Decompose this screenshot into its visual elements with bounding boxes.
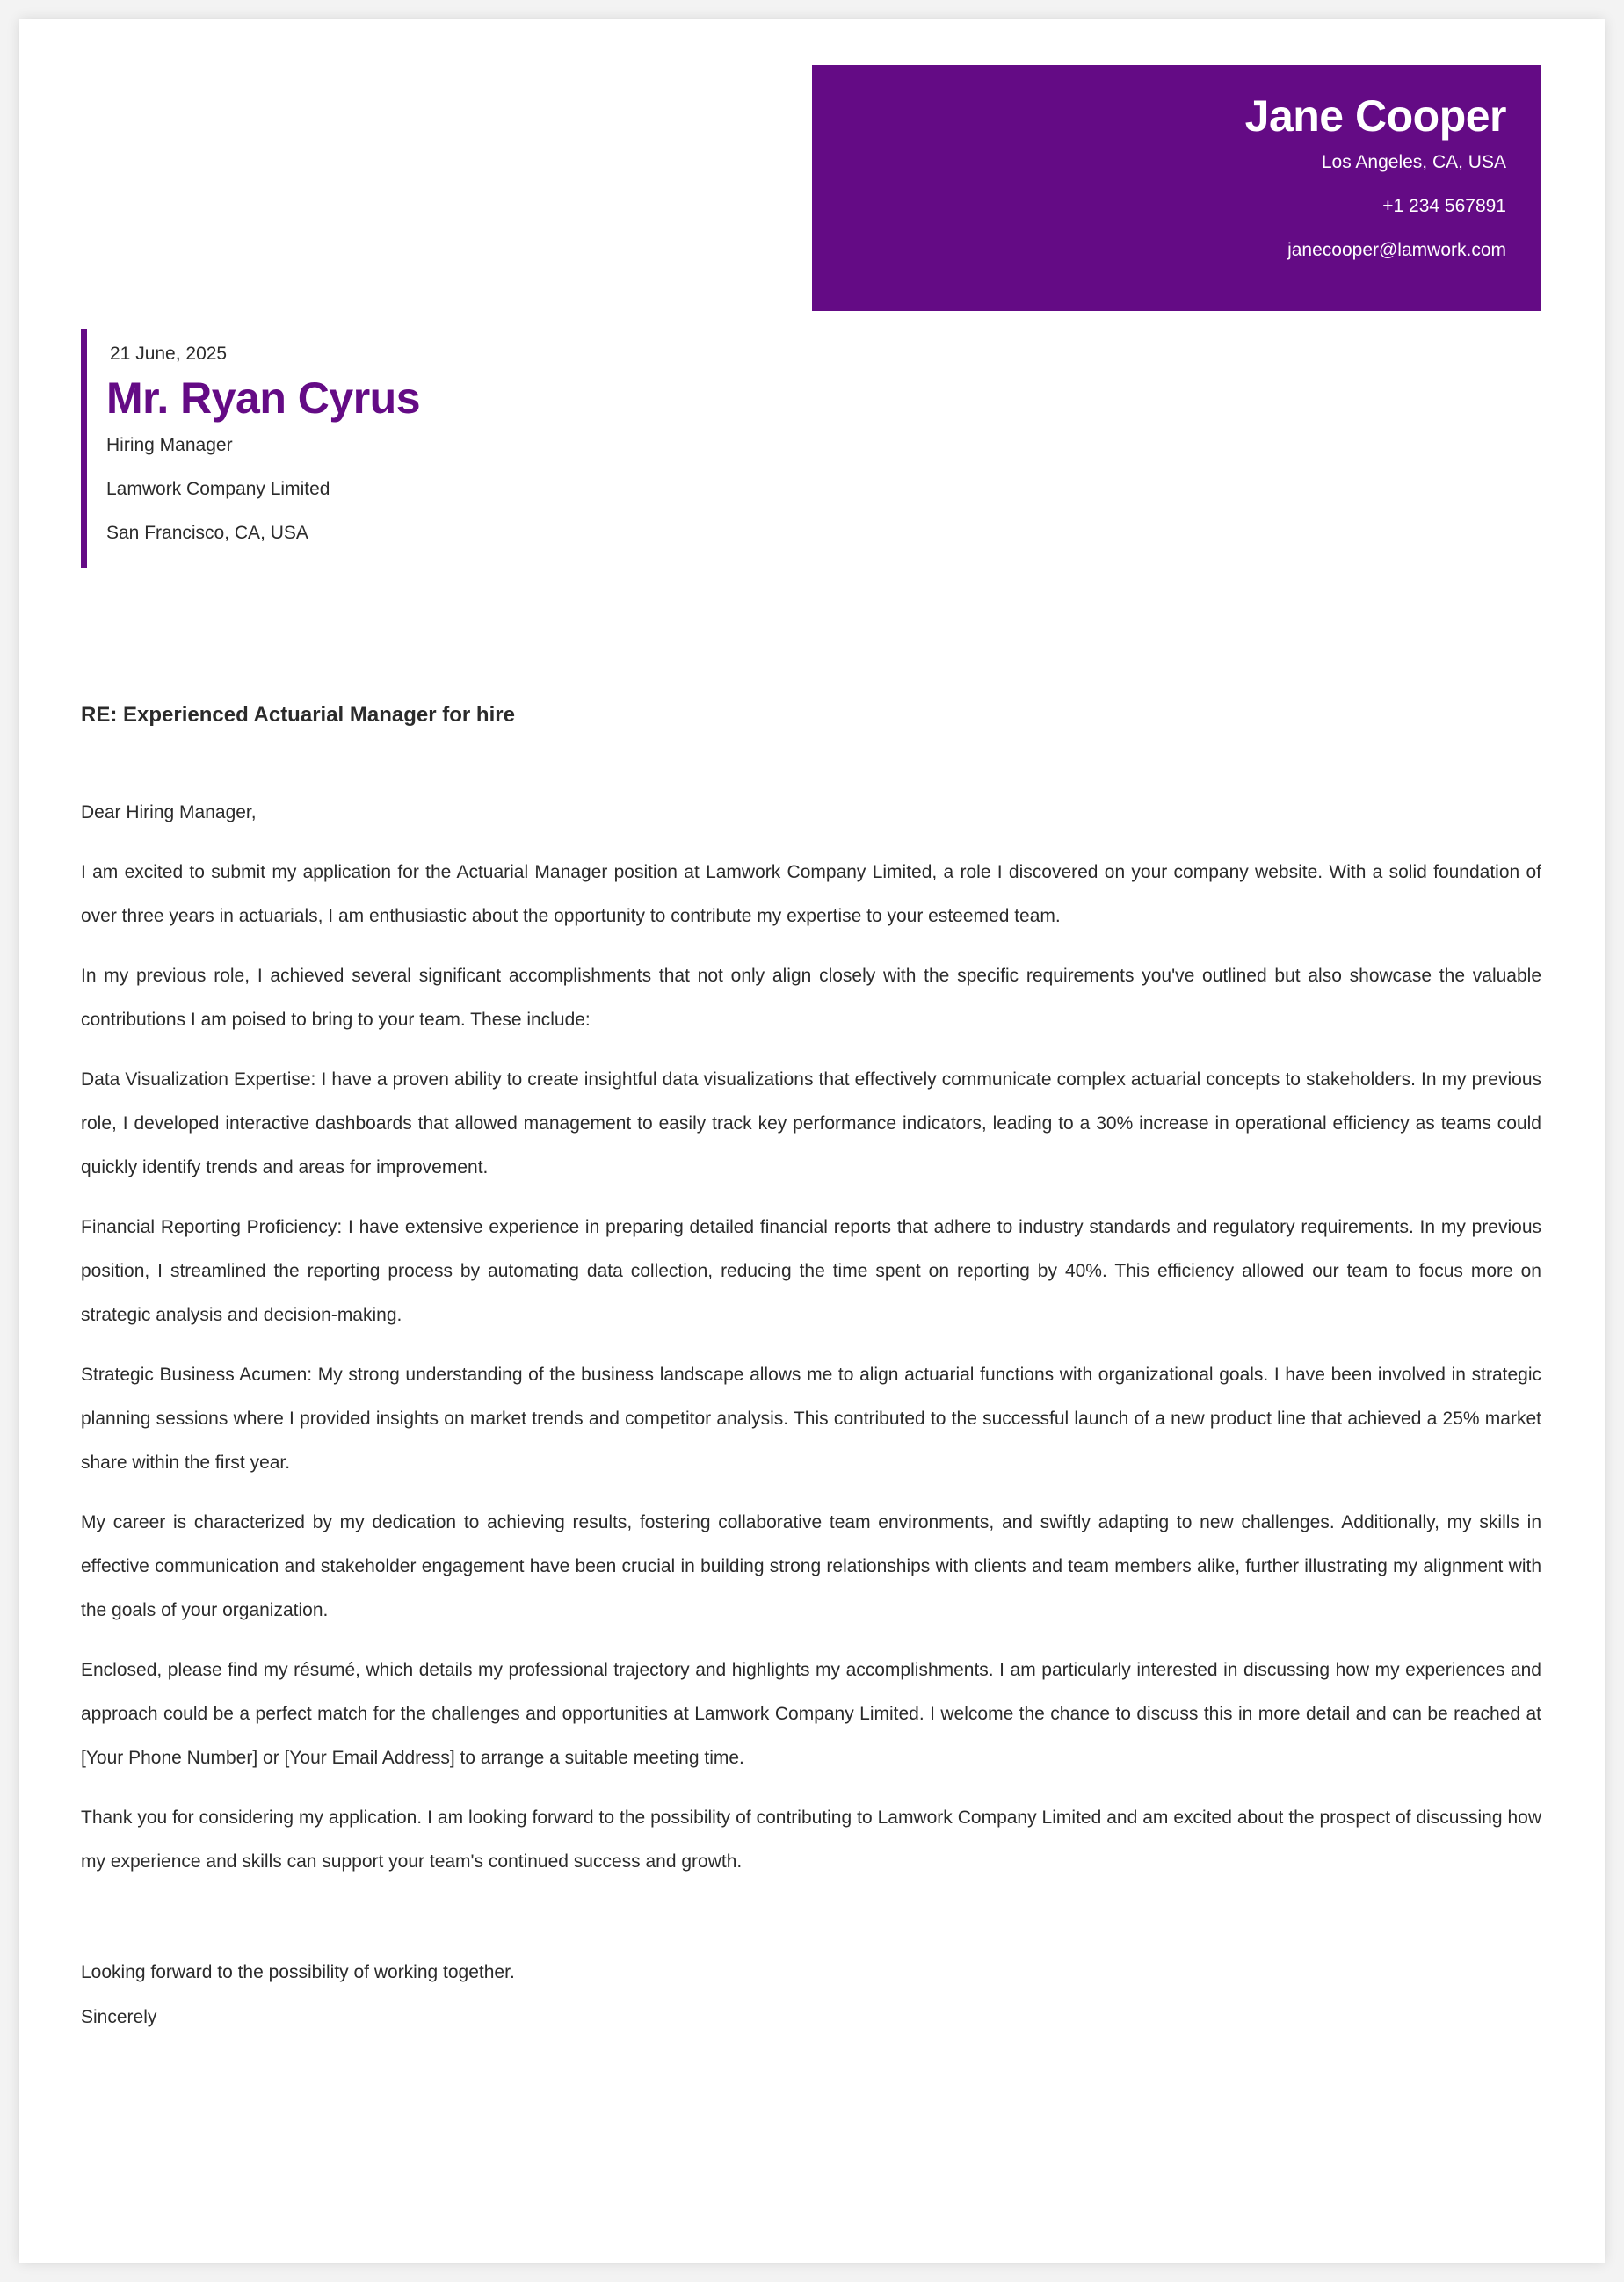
recipient-block xyxy=(81,329,696,568)
recipient-title: Hiring Manager xyxy=(106,435,233,455)
body-paragraph: Strategic Business Acumen: My strong understanding of the business landscape allows me to align actuarial functions with organizational goals. I have been involved in strategic planning sessions where I provided insights on market trends and competitor analysis. This contributed to the successful launch of a new product line that achieved a 25% market share within the first year. xyxy=(81,1365,1541,1473)
body-paragraph: Financial Reporting Proficiency: I have extensive experience in preparing detailed financial reports that adhere to industry standards and regulatory requirements. In my previous position, I streamlined the reporting process by automating data collection, reducing the time spent on reporting by 40%. This efficiency allowed our team to focus more on strategic analysis and decision-making. xyxy=(81,1217,1541,1325)
closing-block xyxy=(81,1950,960,2039)
signoff: Sincerely xyxy=(81,2007,157,2027)
sender-location: Los Angeles, CA, USA xyxy=(1321,152,1506,172)
recipient-location: San Francisco, CA, USA xyxy=(106,523,308,543)
body-paragraph: My career is characterized by my dedication to achieving results, fostering collaborative team environments, and swiftly adapting to new challenges. Additionally, my skills in effective communication and stakeholder engagement have been crucial in building strong relationships with clients and team members alike, further illustrating my alignment with the goals of your organization. xyxy=(81,1512,1541,1620)
body-paragraph: Thank you for considering my application. I am looking forward to the possibility of contributing to Lamwork Company Limited and am excited about the prospect of discussing how my experience and skills can support your team's continued success and growth. xyxy=(81,1807,1541,1872)
sender-name: Jane Cooper xyxy=(1244,91,1506,141)
salutation: Dear Hiring Manager, xyxy=(81,802,257,822)
closing-line: Looking forward to the possibility of working together. xyxy=(81,1962,515,1982)
letter-page xyxy=(19,19,1605,2263)
sender-phone: +1 234 567891 xyxy=(1382,196,1506,216)
recipient-company: Lamwork Company Limited xyxy=(106,479,330,499)
body-paragraph: Data Visualization Expertise: I have a proven ability to create insightful data visualizations that effectively communicate complex actuarial concepts to stakeholders. In my previous role, I developed interactive dashboards that allowed management to easily track key performance indicators, leading to a 30% increase in operational efficiency as teams could quickly identify trends and areas for improvement. xyxy=(81,1069,1541,1177)
sender-email: janecooper@lamwork.com xyxy=(1287,240,1506,260)
body-paragraph: I am excited to submit my application for the Actuarial Manager position at Lamwork Company Limited, a role I discovered on your company website. With a solid foundation of over three years in actuarials, I am enthusiastic about the opportunity to contribute my expertise to your esteemed team. xyxy=(81,862,1541,926)
body-paragraph: Enclosed, please find my résumé, which details my professional trajectory and highlights my accomplishments. I am particularly interested in discussing how my experiences and approach could be a perfect match for the challenges and opportunities at Lamwork Company Limited. I welcome the chance to discuss this in more detail and can be reached at [Your Phone Number] or [Your Email Address] to arrange a suitable meeting time. xyxy=(81,1660,1541,1768)
letter-date: 21 June, 2025 xyxy=(110,344,228,364)
letter-body xyxy=(81,791,1541,1900)
recipient-name: Mr. Ryan Cyrus xyxy=(106,373,421,423)
sender-header xyxy=(812,65,1541,311)
body-paragraph: In my previous role, I achieved several significant accomplishments that not only align closely with the specific requirements you've outlined but also showcase the valuable contributions I am poised to bring to your team. These include: xyxy=(81,966,1541,1030)
subject-line: RE: Experienced Actuarial Manager for hire xyxy=(81,703,515,727)
